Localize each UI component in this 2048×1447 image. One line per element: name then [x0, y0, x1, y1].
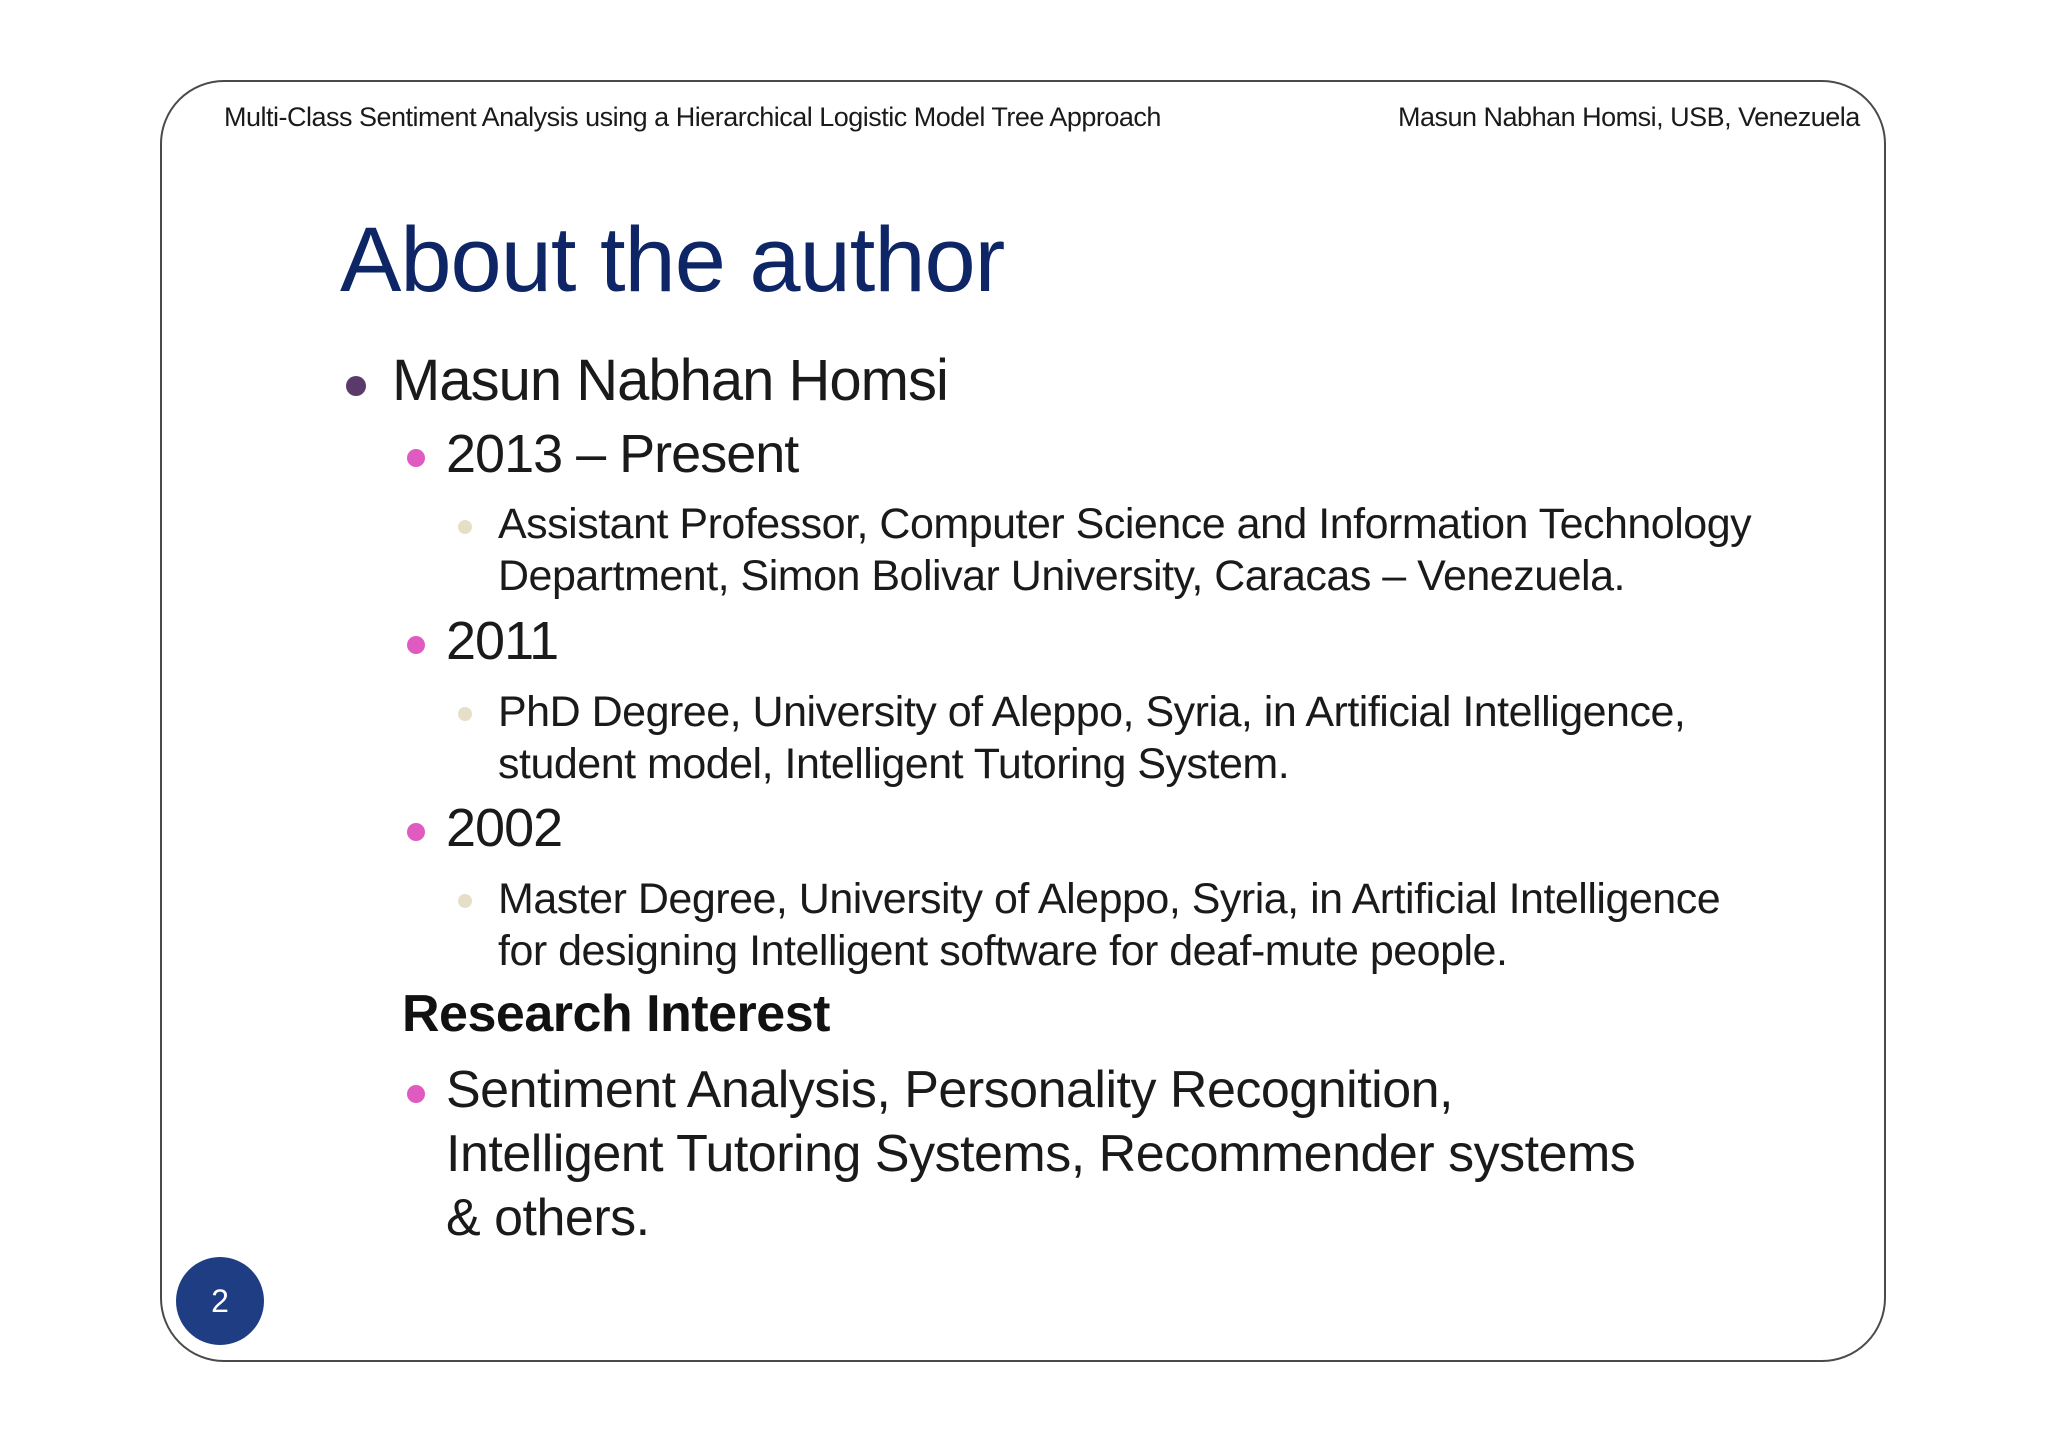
bullet-level1	[346, 376, 366, 396]
entry-period: 2013 – Present	[446, 424, 799, 484]
entry-detail: Assistant Professor, Computer Science and Information Technology Department, Simon Bolivar University, Caracas – Venezuela.	[498, 500, 1752, 600]
research-heading: Research Interest	[402, 985, 830, 1043]
bullet-level2	[407, 823, 425, 841]
page-number: 2	[211, 1282, 229, 1319]
bullet-level3	[458, 894, 472, 908]
author-name: Masun Nabhan Homsi	[392, 348, 948, 413]
slide-title: About the author	[340, 209, 1005, 311]
bullet-level3	[458, 520, 472, 534]
bullet-level3	[458, 707, 472, 721]
bullet-level2	[407, 1085, 425, 1103]
entry-detail: PhD Degree, University of Aleppo, Syria, in Artificial Intelligence, student model, Intelligent Tutoring System.	[498, 688, 1686, 788]
entry-detail: Master Degree, University of Aleppo, Syria, in Artificial Intelligence for designing Intelligent software for deaf-mute people.	[498, 875, 1721, 975]
bullet-level2	[407, 449, 425, 467]
page-number-badge	[176, 1257, 264, 1345]
bullet-level2	[407, 636, 425, 654]
research-text: Sentiment Analysis, Personality Recognition, Intelligent Tutoring Systems, Recommender systems & others.	[446, 1061, 1636, 1247]
header-author-affiliation: Masun Nabhan Homsi, USB, Venezuela	[1398, 102, 1860, 132]
entry-period: 2011	[446, 611, 559, 671]
entry-period: 2002	[446, 798, 563, 858]
header-presentation-title: Multi-Class Sentiment Analysis using a Hierarchical Logistic Model Tree Approach	[224, 102, 1161, 132]
